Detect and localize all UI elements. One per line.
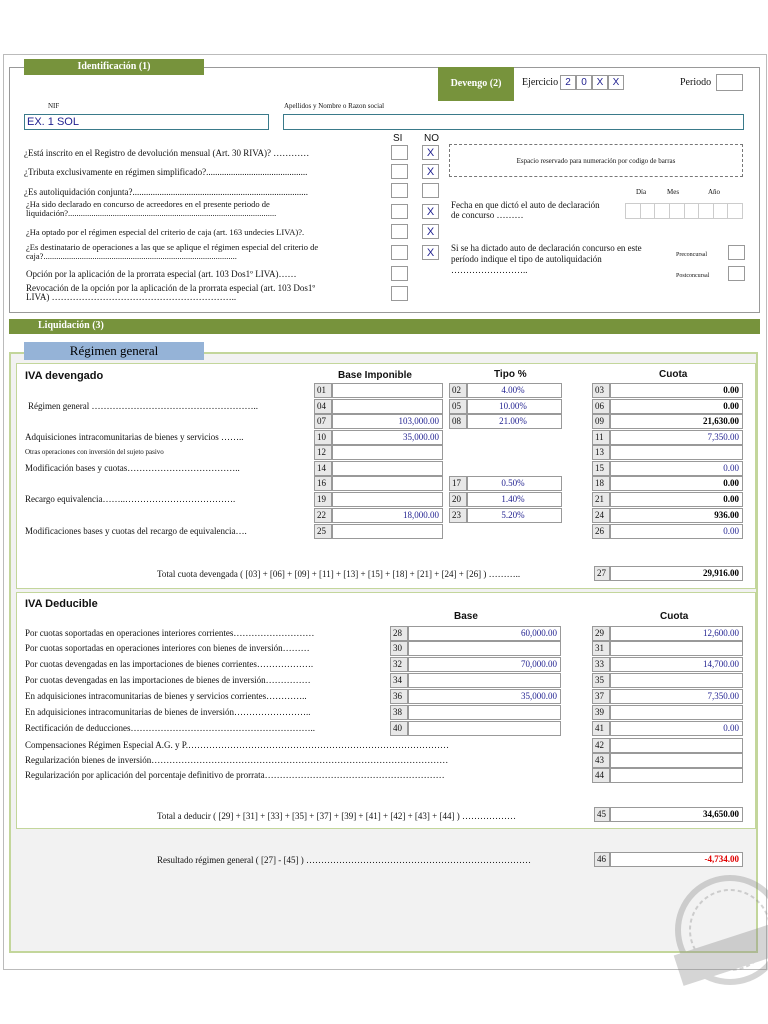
fecha-input[interactable] bbox=[625, 203, 743, 219]
resultado-label: Resultado régimen general ( [27] - [45] ) ………………………………………………………………… bbox=[157, 855, 531, 865]
base-num: 10 bbox=[314, 430, 332, 445]
extra-row-label: Regularización por aplicación del porcentaje definitivo de prorrata…………………………………………………… bbox=[25, 770, 445, 780]
ejercicio-digit-3[interactable]: X bbox=[592, 75, 608, 90]
periodo-label: Periodo bbox=[680, 77, 712, 88]
tipo-value[interactable]: 4.00% bbox=[467, 383, 562, 398]
name-label: Apellidos y Nombre o Razon social bbox=[284, 102, 385, 110]
name-input[interactable] bbox=[283, 114, 744, 130]
devengado-row-label: Régimen general ……………………………………………….. bbox=[28, 401, 258, 411]
cuota-value[interactable] bbox=[610, 445, 743, 460]
cuota-value[interactable]: 0.00 bbox=[610, 476, 743, 491]
si-header: SI bbox=[393, 133, 403, 144]
cuota-num: 26 bbox=[592, 524, 610, 539]
extra-row-label: Regularización bienes de inversión……………………………………………………………………………………… bbox=[25, 755, 449, 765]
ded-base-num: 38 bbox=[390, 705, 408, 720]
ded-base-value[interactable]: 35,000.00 bbox=[408, 689, 561, 704]
base-num: 07 bbox=[314, 414, 332, 429]
question-text: ¿Es autoliquidación conjunta?.............................................................................. bbox=[24, 187, 308, 197]
devengado-row-label: Adquisiciones intracomunitarias de bienes y servicios …….. bbox=[25, 432, 244, 442]
ejercicio-digits bbox=[560, 75, 624, 90]
cuota-num: 21 bbox=[592, 492, 610, 507]
tipo-num: 08 bbox=[449, 414, 467, 429]
base-value[interactable] bbox=[332, 383, 443, 398]
ded-base-value[interactable]: 60,000.00 bbox=[408, 626, 561, 641]
ded-base-num: 30 bbox=[390, 641, 408, 656]
ded-base-value[interactable] bbox=[408, 673, 561, 688]
question-text: Opción por la aplicación de la prorrata especial (art. 103 Dos1º LIVA)…… bbox=[26, 269, 297, 279]
tipo-value[interactable]: 10.00% bbox=[467, 399, 562, 414]
base-value[interactable] bbox=[332, 445, 443, 460]
ded-base-num: 34 bbox=[390, 673, 408, 688]
question-no-checkbox[interactable]: X bbox=[422, 224, 439, 239]
base-value[interactable]: 18,000.00 bbox=[332, 508, 443, 523]
cuota-value[interactable]: 0.00 bbox=[610, 524, 743, 539]
extra-cuota-num: 43 bbox=[592, 753, 610, 768]
cuota-value[interactable]: 0.00 bbox=[610, 383, 743, 398]
total-deducir-label: Total a deducir ( [29] + [31] + [33] + [35] + [37] + [39] + [41] + [42] + [43] + [44] ) ……………… bbox=[157, 811, 516, 821]
question-si-checkbox[interactable] bbox=[391, 145, 408, 160]
cuota-num: 06 bbox=[592, 399, 610, 414]
question-text: ¿Tributa exclusivamente en régimen simplificado?............................................. bbox=[24, 167, 308, 177]
question-text: Revocación de la opción por la aplicación de la prorrata especial (art. 103 Dos1º LIVA) …………………………………………………….. bbox=[26, 284, 316, 302]
question-row bbox=[24, 182, 434, 202]
ded-cuota-value[interactable]: 7,350.00 bbox=[610, 689, 743, 704]
col-base-header: Base Imponible bbox=[338, 370, 412, 381]
cuota-num: 18 bbox=[592, 476, 610, 491]
deducible-row-label: Por cuotas soportadas en operaciones interiores corrientes……………………… bbox=[25, 628, 315, 638]
resultado-num: 46 bbox=[594, 852, 610, 867]
ded-cuota-value[interactable] bbox=[610, 705, 743, 720]
base-value[interactable] bbox=[332, 461, 443, 476]
col-cuota-header: Cuota bbox=[659, 369, 688, 380]
question-row bbox=[24, 242, 434, 264]
question-text: ¿Es destinatario de operaciones a las que se aplique el régimen especial del criterio de caja?........................................................................................... bbox=[26, 243, 319, 261]
ded-cuota-value[interactable]: 14,700.00 bbox=[610, 657, 743, 672]
base-num: 25 bbox=[314, 524, 332, 539]
question-row bbox=[24, 223, 434, 243]
question-si-checkbox[interactable] bbox=[391, 224, 408, 239]
ded-base-num: 36 bbox=[390, 689, 408, 704]
cuota-value[interactable]: 21,630.00 bbox=[610, 414, 743, 429]
deducible-row-label: Por cuotas devengadas en las importaciones de bienes de inversión…………… bbox=[25, 675, 311, 685]
barcode-area bbox=[449, 144, 743, 177]
tipo-num: 17 bbox=[449, 476, 467, 491]
question-text: ¿Está inscrito en el Registro de devolución mensual (Art. 30 RIVA)? ………… bbox=[24, 148, 310, 158]
base-num: 19 bbox=[314, 492, 332, 507]
ded-cuota-num: 35 bbox=[592, 673, 610, 688]
base-num: 14 bbox=[314, 461, 332, 476]
base-num: 12 bbox=[314, 445, 332, 460]
tipo-value[interactable]: 1.40% bbox=[467, 492, 562, 507]
question-no-checkbox[interactable]: X bbox=[422, 245, 439, 260]
ded-base-value[interactable] bbox=[408, 705, 561, 720]
ded-cuota-value[interactable] bbox=[610, 641, 743, 656]
base-num: 01 bbox=[314, 383, 332, 398]
question-si-checkbox[interactable] bbox=[391, 286, 408, 301]
ded-cuota-num: 37 bbox=[592, 689, 610, 704]
question-si-checkbox[interactable] bbox=[391, 183, 408, 198]
base-value[interactable] bbox=[332, 492, 443, 507]
tipo-value[interactable]: 5.20% bbox=[467, 508, 562, 523]
deducible-row-label: En adquisiciones intracomunitarias de bienes de inversión…………………….. bbox=[25, 707, 311, 717]
ejercicio-digit-2[interactable]: 0 bbox=[576, 75, 592, 90]
fecha-label: Fecha en que dictó el auto de declaración de concurso ……… bbox=[451, 200, 600, 220]
total-devengada-num: 27 bbox=[594, 566, 610, 581]
cuota-value[interactable]: 7,350.00 bbox=[610, 430, 743, 445]
nif-input[interactable]: EX. 1 SOL bbox=[24, 114, 269, 130]
total-deducir-num: 45 bbox=[594, 807, 610, 822]
question-row bbox=[24, 143, 434, 163]
no-header: NO bbox=[424, 133, 439, 144]
ded-cuota-value[interactable]: 0.00 bbox=[610, 721, 743, 736]
postconcursal-label: Postconcursal bbox=[676, 273, 710, 279]
extra-cuota-value[interactable] bbox=[610, 768, 743, 783]
cuota-num: 24 bbox=[592, 508, 610, 523]
preconcursal-checkbox[interactable] bbox=[728, 245, 745, 260]
question-text: ¿Ha sido declarado en concurso de acreedores en el presente periodo de liquidación?.................................................................................................. bbox=[26, 200, 277, 218]
base-num: 22 bbox=[314, 508, 332, 523]
question-row bbox=[24, 200, 434, 222]
periodo-input[interactable] bbox=[716, 74, 743, 91]
extra-cuota-num: 44 bbox=[592, 768, 610, 783]
devengado-row-label: Otras operaciones con inversión del sujeto pasivo bbox=[25, 448, 164, 456]
ded-base-num: 40 bbox=[390, 721, 408, 736]
deducible-row-label: Por cuotas soportadas en operaciones interiores con bienes de inversión……… bbox=[25, 643, 310, 653]
question-no-checkbox[interactable] bbox=[422, 183, 439, 198]
liquidacion-title: Liquidación (3) bbox=[38, 320, 104, 331]
col-base2-header: Base bbox=[454, 611, 478, 622]
deducible-row-label: Por cuotas devengadas en las importaciones de bienes corrientes………………. bbox=[25, 659, 314, 669]
ded-base-value[interactable]: 70,000.00 bbox=[408, 657, 561, 672]
ded-cuota-value[interactable] bbox=[610, 673, 743, 688]
extra-cuota-num: 42 bbox=[592, 738, 610, 753]
ded-base-value[interactable] bbox=[408, 641, 561, 656]
cuota-num: 09 bbox=[592, 414, 610, 429]
ded-cuota-num: 39 bbox=[592, 705, 610, 720]
ded-cuota-num: 41 bbox=[592, 721, 610, 736]
tipo-num: 05 bbox=[449, 399, 467, 414]
base-value[interactable]: 103,000.00 bbox=[332, 414, 443, 429]
cuota-value[interactable]: 0.00 bbox=[610, 399, 743, 414]
ded-cuota-num: 29 bbox=[592, 626, 610, 641]
base-value[interactable]: 35,000.00 bbox=[332, 430, 443, 445]
col-tipo-header: Tipo % bbox=[494, 369, 527, 380]
cuota-num: 15 bbox=[592, 461, 610, 476]
deducible-row-label: En adquisiciones intracomunitarias de bienes y servicios corrientes………….. bbox=[25, 691, 307, 701]
question-si-checkbox[interactable] bbox=[391, 204, 408, 219]
regimen-title: Régimen general bbox=[24, 342, 204, 360]
total-deducir-value[interactable]: 34,650.00 bbox=[610, 807, 743, 822]
col-cuota2-header: Cuota bbox=[660, 611, 689, 622]
base-num: 04 bbox=[314, 399, 332, 414]
cuota-num: 13 bbox=[592, 445, 610, 460]
ded-cuota-num: 33 bbox=[592, 657, 610, 672]
ded-base-num: 28 bbox=[390, 626, 408, 641]
ejercicio-digit-1[interactable]: 2 bbox=[560, 75, 576, 90]
cuota-num: 11 bbox=[592, 430, 610, 445]
ident-title: Identificación (1) bbox=[24, 59, 204, 75]
postconcursal-checkbox[interactable] bbox=[728, 266, 745, 281]
ded-cuota-value[interactable]: 12,600.00 bbox=[610, 626, 743, 641]
tipo-value[interactable]: 21.00% bbox=[467, 414, 562, 429]
cuota-value[interactable]: 0.00 bbox=[610, 461, 743, 476]
cuota-value[interactable]: 936.00 bbox=[610, 508, 743, 523]
ded-base-num: 32 bbox=[390, 657, 408, 672]
cuota-num: 03 bbox=[592, 383, 610, 398]
ejercicio-label: Ejercicio bbox=[522, 77, 559, 88]
devengo-title: Devengo (2) bbox=[438, 67, 514, 101]
question-row bbox=[24, 265, 434, 285]
devengado-row-label: Modificaciones bases y cuotas del recargo de equivalencia…. bbox=[25, 526, 247, 536]
mes-label: Mes bbox=[667, 188, 680, 196]
auto-label: Si se ha dictado auto de declaración concurso en este período indique el tipo de autoliquidación …………………….. bbox=[451, 243, 642, 275]
ded-cuota-num: 31 bbox=[592, 641, 610, 656]
base-num: 16 bbox=[314, 476, 332, 491]
question-si-checkbox[interactable] bbox=[391, 266, 408, 281]
ded-base-value[interactable] bbox=[408, 721, 561, 736]
base-value[interactable] bbox=[332, 476, 443, 491]
liquidacion-bar bbox=[9, 319, 760, 334]
deducible-row-label: Rectificación de deducciones…………………………………………………….. bbox=[25, 723, 315, 733]
tipo-num: 20 bbox=[449, 492, 467, 507]
cuota-value[interactable]: 0.00 bbox=[610, 492, 743, 507]
extra-cuota-value[interactable] bbox=[610, 753, 743, 768]
tipo-num: 23 bbox=[449, 508, 467, 523]
total-devengada-value[interactable]: 29,916.00 bbox=[610, 566, 743, 581]
total-devengada-label: Total cuota devengada ( [03] + [06] + [09] + [11] + [13] + [15] + [18] + [21] + [24] + [26] ) ……….. bbox=[157, 569, 521, 579]
preconcursal-label: Preconcursal bbox=[676, 252, 707, 258]
question-no-checkbox[interactable]: X bbox=[422, 145, 439, 160]
watermark-stamp bbox=[668, 868, 768, 988]
nif-label: NIF bbox=[48, 102, 60, 110]
question-si-checkbox[interactable] bbox=[391, 164, 408, 179]
tipo-value[interactable]: 0.50% bbox=[467, 476, 562, 491]
anio-label: Año bbox=[708, 188, 721, 196]
question-no-checkbox[interactable]: X bbox=[422, 204, 439, 219]
question-si-checkbox[interactable] bbox=[391, 245, 408, 260]
dia-label: Día bbox=[636, 188, 647, 196]
resultado-value[interactable]: -4,734.00 bbox=[610, 852, 743, 867]
tipo-num: 02 bbox=[449, 383, 467, 398]
devengado-row-label: Recargo equivalencia……..………………………………. bbox=[25, 494, 236, 504]
devengado-title: IVA devengado bbox=[25, 370, 104, 382]
question-row bbox=[24, 162, 434, 182]
question-text: ¿Ha optado por el régimen especial del criterio de caja (art. 163 undecies LIVA)?. bbox=[26, 227, 305, 237]
ejercicio-digit-4[interactable]: X bbox=[608, 75, 624, 90]
devengado-row-label: Modificación bases y cuotas……………………………….. bbox=[25, 463, 240, 473]
barcode-text: Espacio reservado para numeración por codigo de barras bbox=[516, 157, 676, 165]
base-value[interactable] bbox=[332, 524, 443, 539]
question-row bbox=[24, 284, 434, 306]
extra-row-label: Compensaciones Régimen Especial A.G. y P.…………………………………………………………………………… bbox=[25, 740, 449, 750]
deducible-title: IVA Deducible bbox=[25, 598, 98, 610]
question-no-checkbox[interactable]: X bbox=[422, 164, 439, 179]
extra-cuota-value[interactable] bbox=[610, 738, 743, 753]
base-value[interactable] bbox=[332, 399, 443, 414]
